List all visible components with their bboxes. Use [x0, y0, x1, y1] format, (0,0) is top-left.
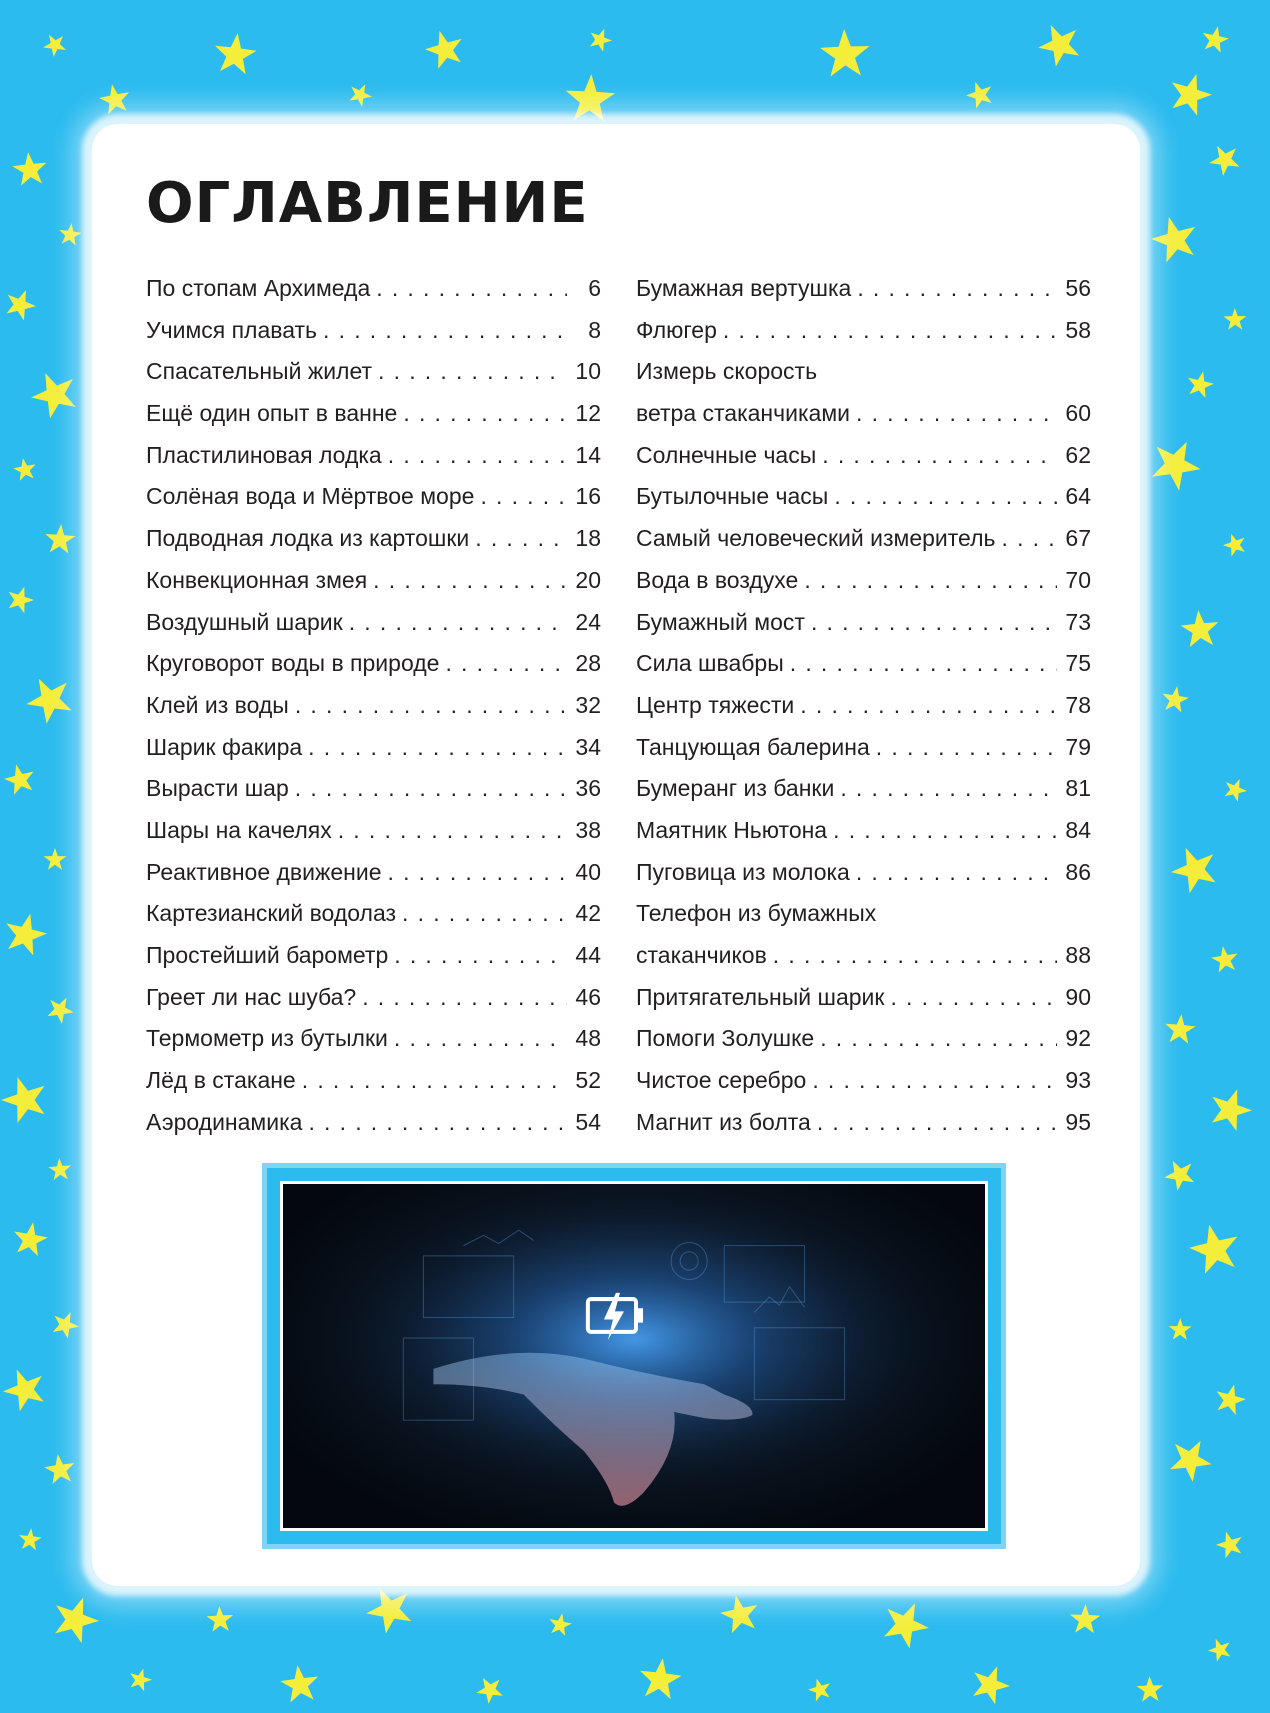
toc-entry-page: 38 [575, 816, 601, 843]
dot-leader [302, 1060, 567, 1102]
toc-entry-title: Круговорот воды в природе [146, 650, 440, 677]
dot-leader [445, 643, 567, 685]
toc-entry-page: 90 [1065, 983, 1091, 1010]
star-icon [421, 26, 468, 71]
toc-entry-title: Шары на качелях [146, 816, 332, 843]
star-icon [47, 1590, 105, 1646]
toc-entry-title: Самый человеческий измеритель [636, 525, 996, 552]
toc-entry-title: стаканчиков [636, 942, 767, 968]
toc-entry-page: 18 [575, 525, 601, 552]
star-icon [1223, 308, 1246, 330]
toc-entry [636, 893, 1091, 935]
star-icon [11, 1219, 50, 1257]
toc-entry [636, 685, 1091, 727]
dot-leader [840, 768, 1057, 810]
dot-leader [308, 727, 567, 769]
star-icon [963, 77, 997, 110]
toc-entry [636, 935, 1091, 977]
toc-entry-page: 46 [575, 983, 601, 1010]
toc-entry-page: 86 [1065, 858, 1091, 885]
toc-entry [636, 977, 1091, 1019]
dot-leader [480, 476, 567, 518]
toc-entry [146, 727, 601, 769]
star-icon [48, 1157, 72, 1180]
toc-entry [146, 977, 601, 1019]
toc-entry-title: Маятник Ньютона [636, 816, 828, 843]
toc-entry-title: Притягательный шарик [636, 983, 885, 1010]
star-icon [1069, 1603, 1100, 1633]
dot-leader [1001, 518, 1057, 560]
toc-entry-title: Помоги Золушке [636, 1025, 815, 1052]
star-icon [1165, 839, 1224, 897]
toc-column-right [636, 268, 1091, 1143]
star-icon [0, 909, 50, 958]
star-icon [12, 456, 38, 481]
toc-entry-title: Аэродинамика [146, 1108, 303, 1135]
dot-leader [338, 810, 567, 852]
dot-leader [295, 768, 567, 810]
star-icon [1, 761, 38, 796]
toc-entry-page: 48 [575, 1025, 601, 1052]
star-icon [57, 222, 83, 247]
star-icon [24, 364, 83, 422]
toc-entry-page: 75 [1065, 650, 1091, 677]
toc-entry-title: Картезианский водолаз [146, 900, 397, 927]
star-icon [819, 28, 870, 77]
toc-entry-page: 54 [575, 1108, 601, 1135]
toc-entry [636, 852, 1091, 894]
star-icon [44, 848, 67, 870]
toc-entry [636, 435, 1091, 477]
dot-leader [856, 393, 1057, 435]
toc-entry-page: 28 [575, 650, 601, 677]
toc-entry [636, 560, 1091, 602]
star-icon [43, 1452, 77, 1485]
dot-leader [890, 977, 1057, 1019]
star-icon [966, 1660, 1014, 1707]
toc-entry-title: По стопам Архимеда [146, 275, 371, 301]
dot-leader [475, 518, 567, 560]
illustration-frame [262, 1163, 1006, 1549]
toc-entry-title: Бумеранг из банки [636, 775, 835, 802]
dot-leader [376, 268, 567, 310]
star-icon [126, 1665, 154, 1692]
dot-leader [857, 268, 1057, 310]
dot-leader [773, 935, 1057, 977]
star-icon [1163, 1431, 1219, 1486]
dot-leader [388, 852, 567, 894]
toc-entry-title: Конвекционная змея [146, 566, 368, 593]
star-icon [1147, 211, 1202, 265]
toc-entry-title: Бумажная вертушка [636, 275, 852, 301]
toc-entry [636, 1102, 1091, 1144]
toc-entry-page: 92 [1065, 1025, 1091, 1052]
dot-leader [388, 435, 567, 477]
toc-entry-page: 73 [1065, 608, 1091, 635]
toc-entry [146, 435, 601, 477]
star-icon [1213, 1528, 1246, 1560]
toc-entry-title: Простейший барометр [146, 942, 389, 968]
toc-entry-page: 70 [1065, 566, 1091, 593]
toc-entry-title: Танцующая балерина [636, 733, 870, 760]
star-icon [212, 31, 258, 76]
toc-entry-page: 12 [575, 400, 601, 427]
star-icon [586, 25, 615, 53]
toc-entry-title: Реактивное движение [146, 858, 382, 885]
toc-entry-page: 6 [588, 275, 601, 301]
toc-entry [636, 268, 1091, 310]
toc-entry-title: Греет ли нас шуба? [146, 983, 357, 1010]
toc-entry-page: 84 [1065, 816, 1091, 843]
dot-leader [820, 1018, 1057, 1060]
toc-entry-page: 52 [575, 1067, 601, 1094]
toc-entry [636, 310, 1091, 352]
star-icon [345, 79, 375, 109]
illustration-photo [280, 1181, 988, 1531]
toc-entry [636, 643, 1091, 685]
toc-entry-page: 42 [575, 900, 601, 927]
star-icon [1200, 24, 1231, 54]
star-icon [1204, 139, 1245, 179]
toc-entry-page: 36 [575, 775, 601, 802]
star-icon [1160, 684, 1190, 713]
dot-leader [394, 935, 567, 977]
toc-entry-page: 67 [1065, 525, 1091, 552]
star-icon [717, 1591, 762, 1634]
toc-entry-title: Солёная вода и Мёртвое море [146, 483, 475, 510]
toc-entry [146, 310, 601, 352]
dot-leader [403, 393, 567, 435]
toc-entry [146, 1018, 601, 1060]
star-icon [1136, 1676, 1163, 1702]
toc-entry-title: Сила швабры [636, 650, 784, 677]
toc-entry [146, 935, 601, 977]
page-title: ОГЛАВЛЕНИЕ [146, 171, 589, 236]
dot-leader [790, 643, 1057, 685]
toc-entry [636, 518, 1091, 560]
dot-leader [308, 1102, 567, 1144]
star-icon [43, 991, 78, 1026]
dot-leader [373, 560, 567, 602]
toc-entry [636, 351, 1091, 393]
toc-entry [146, 810, 601, 852]
dot-leader [817, 1102, 1057, 1144]
star-icon [1143, 431, 1208, 495]
dot-leader [362, 977, 567, 1019]
star-icon [97, 81, 132, 115]
toc-entry-page: 14 [575, 441, 601, 468]
star-icon [11, 150, 48, 186]
toc-entry-title: Шарик факира [146, 733, 303, 760]
toc-entry-title: Вода в воздухе [636, 566, 799, 593]
toc-entry [636, 476, 1091, 518]
star-icon [1210, 944, 1240, 973]
toc-entry-title: Клей из воды [146, 691, 289, 718]
star-icon [48, 1307, 83, 1341]
toc-entry-title: Магнит из болта [636, 1108, 811, 1135]
dot-leader [800, 685, 1057, 727]
toc-entry-page: 60 [1065, 400, 1091, 427]
toc-entry [146, 518, 601, 560]
star-icon [1204, 1082, 1257, 1133]
toc-entry-page: 81 [1065, 775, 1091, 802]
toc-entry-title: Солнечные часы [636, 441, 817, 468]
star-icon [39, 29, 70, 59]
toc-entry [146, 560, 601, 602]
toc-entry-title: Чистое серебро [636, 1067, 807, 1094]
star-icon [1179, 608, 1220, 647]
toc-entry [636, 727, 1091, 769]
star-icon [1165, 68, 1217, 118]
toc-entry-page: 40 [575, 858, 601, 885]
star-icon [0, 1070, 53, 1125]
toc-entry [146, 893, 601, 935]
dot-leader [394, 1018, 567, 1060]
toc-entry [636, 768, 1091, 810]
dot-leader [349, 602, 567, 644]
toc-entry-title: Воздушный шарик [146, 608, 343, 635]
toc-entry [146, 602, 601, 644]
star-icon [876, 1594, 936, 1653]
toc-entry [636, 1018, 1091, 1060]
toc-entry-title: Ещё один опыт в ванне [146, 400, 398, 427]
toc-entry-page: 95 [1065, 1108, 1091, 1135]
toc-entry-title: Телефон из бумажных [636, 900, 877, 927]
toc-entry-page: 44 [575, 942, 601, 968]
star-icon [1184, 368, 1216, 399]
toc-entry-page: 56 [1065, 275, 1091, 301]
toc-entry [636, 393, 1091, 435]
star-icon [637, 1656, 683, 1701]
toc-entry-page: 20 [575, 566, 601, 593]
toc-entry [146, 685, 601, 727]
toc-entry-title: Центр тяжести [636, 691, 795, 718]
star-icon [359, 1578, 419, 1637]
star-icon [1212, 1381, 1249, 1417]
toc-entry [146, 351, 601, 393]
toc-entry-title: Лёд в стакане [146, 1067, 296, 1094]
star-icon [1185, 1219, 1244, 1276]
toc-entry-title: Подводная лодка из картошки [146, 525, 470, 552]
dot-leader [804, 560, 1057, 602]
toc-entry-title: Пуговица из молока [636, 858, 850, 885]
dot-leader [295, 685, 567, 727]
dot-leader [811, 602, 1057, 644]
toc-entry [636, 1060, 1091, 1102]
dot-leader [834, 476, 1057, 518]
toc-entry [146, 393, 601, 435]
star-icon [44, 523, 76, 554]
toc-entry-page: 16 [575, 483, 601, 510]
dot-leader [323, 310, 567, 352]
dot-leader [378, 351, 567, 393]
dot-leader [822, 435, 1057, 477]
toc-entry-title: Флюгер [636, 316, 717, 343]
star-icon [1159, 1154, 1199, 1194]
toc-entry-page: 32 [575, 691, 601, 718]
star-icon [0, 1362, 51, 1415]
toc-entry-title: Спасательный жилет [146, 358, 373, 385]
toc-entry-title: Термометр из бутылки [146, 1025, 388, 1052]
star-icon [279, 1663, 321, 1704]
toc-column-left [146, 268, 601, 1143]
star-icon [206, 1605, 234, 1632]
dot-leader [833, 810, 1057, 852]
dot-leader [856, 852, 1057, 894]
toc-entry-title: Вырасти шар [146, 775, 289, 802]
toc-entry-title: Пластилиновая лодка [146, 441, 382, 468]
dot-leader [402, 893, 567, 935]
star-icon [547, 1611, 574, 1637]
star-icon [1168, 1318, 1191, 1340]
toc-entry-page: 78 [1065, 691, 1091, 718]
dot-leader [876, 727, 1057, 769]
star-icon [1220, 530, 1249, 558]
dot-leader [812, 1060, 1057, 1102]
star-icon [1032, 16, 1087, 70]
star-icon [18, 1527, 43, 1551]
star-icon [806, 1675, 834, 1702]
toc-entry-page: 64 [1065, 483, 1091, 510]
toc-entry-title: Измерь скорость [636, 358, 818, 385]
toc-entry-title: ветра стаканчиками [636, 400, 850, 427]
star-icon [19, 668, 80, 728]
toc-entry-title: Бумажный мост [636, 608, 805, 635]
toc-entry [146, 1060, 601, 1102]
toc-entry-page: 34 [575, 733, 601, 760]
toc-entry [636, 602, 1091, 644]
star-icon [564, 73, 616, 123]
toc-entry-title: Бутылочные часы [636, 483, 829, 510]
star-icon [1221, 774, 1250, 803]
dot-leader [723, 310, 1057, 352]
toc-entry-page: 10 [575, 358, 601, 385]
star-icon [1205, 1635, 1234, 1663]
star-icon [471, 1671, 507, 1706]
toc-entry [146, 643, 601, 685]
star-icon [1164, 1013, 1197, 1044]
toc-entry-page: 62 [1065, 441, 1091, 468]
toc-entry-page: 8 [588, 316, 601, 343]
star-icon [1, 284, 40, 322]
toc-entry-page: 79 [1065, 733, 1091, 760]
toc-entry-title: Учимся плавать [146, 316, 318, 343]
toc-entry-page: 24 [575, 608, 601, 635]
toc-entry-page: 58 [1065, 316, 1091, 343]
toc-entry [146, 852, 601, 894]
toc-entry [146, 476, 601, 518]
toc-entry-page: 88 [1065, 942, 1091, 968]
toc-entry [636, 810, 1091, 852]
toc-entry-page: 93 [1065, 1067, 1091, 1094]
star-icon [4, 583, 37, 615]
toc-entry [146, 1102, 601, 1144]
toc-entry [146, 268, 601, 310]
toc-entry [146, 768, 601, 810]
